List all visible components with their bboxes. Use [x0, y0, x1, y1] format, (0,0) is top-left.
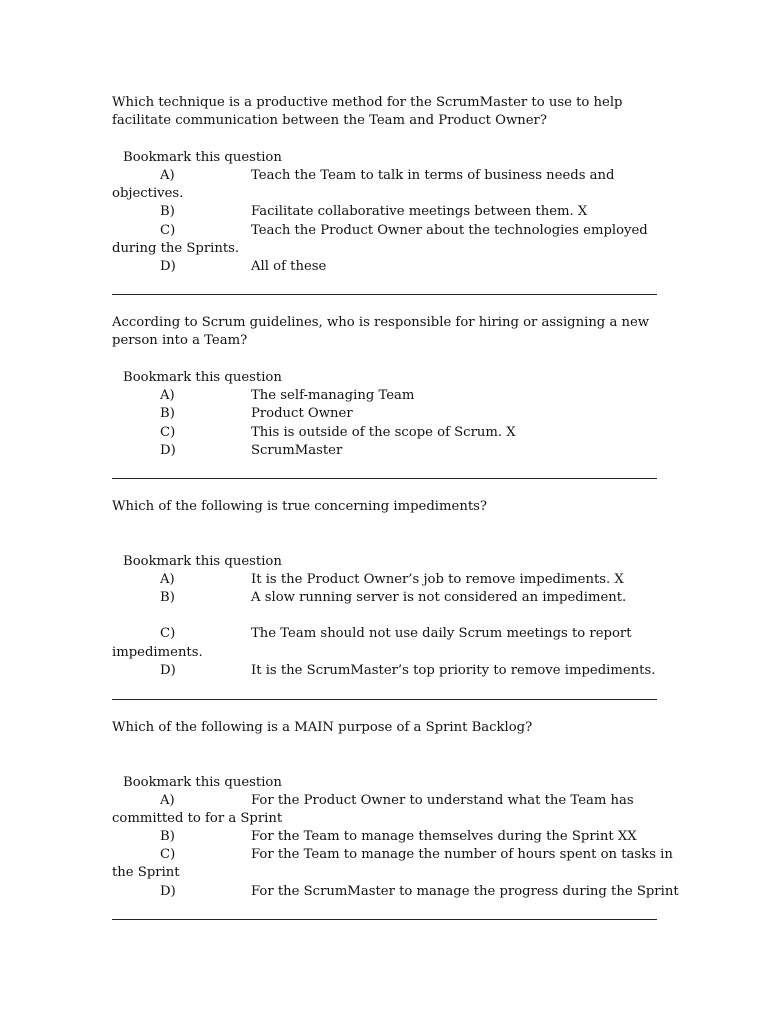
option-letter: B)	[160, 590, 175, 605]
option-letter: C)	[160, 223, 176, 238]
option-text: It is the ScrumMaster’s top priority to remove impediments.	[251, 663, 656, 678]
option-text: Teach the Team to talk in terms of business needs and	[251, 168, 615, 183]
option-letter: A)	[160, 793, 175, 808]
bookmark-link[interactable]: Bookmark this question	[123, 775, 282, 790]
option-letter: D)	[160, 884, 176, 899]
question-text-line: person into a Team?	[112, 333, 248, 348]
divider	[112, 699, 657, 700]
question-text-line: Which of the following is a MAIN purpose of a Sprint Backlog?	[112, 720, 533, 735]
option-text: For the Team to manage the number of hours spent on tasks in	[251, 847, 673, 862]
option-text: For the Product Owner to understand what the Team has	[251, 793, 634, 808]
option-text: This is outside of the scope of Scrum. X	[251, 425, 516, 440]
option-text: ScrumMaster	[251, 443, 343, 458]
question-text-line: Which technique is a productive method for the ScrumMaster to use to help	[112, 95, 623, 110]
option-text: It is the Product Owner’s job to remove impediments. X	[251, 572, 624, 587]
option-letter: B)	[160, 829, 175, 844]
option-text: The Team should not use daily Scrum meetings to report	[251, 626, 632, 641]
option-letter: B)	[160, 204, 175, 219]
option-letter: D)	[160, 259, 176, 274]
question-text-line: Which of the following is true concerning impediments?	[112, 499, 487, 514]
option-text-continued: during the Sprints.	[112, 241, 240, 256]
divider	[112, 294, 657, 295]
option-letter: C)	[160, 626, 176, 641]
question-text-line: facilitate communication between the Team and Product Owner?	[112, 113, 547, 128]
option-letter: C)	[160, 847, 176, 862]
option-text-continued: committed to for a Sprint	[112, 811, 283, 826]
option-text: Teach the Product Owner about the technologies employed	[251, 223, 648, 238]
option-text-continued: objectives.	[112, 186, 184, 201]
option-text: All of these	[251, 259, 327, 274]
option-text-continued: the Sprint	[112, 865, 180, 880]
divider	[112, 919, 657, 920]
option-letter: C)	[160, 425, 176, 440]
option-text: For the ScrumMaster to manage the progress during the Sprint	[251, 884, 679, 899]
option-letter: B)	[160, 406, 175, 421]
option-letter: D)	[160, 663, 176, 678]
option-text-continued: impediments.	[112, 645, 203, 660]
option-text: The self-managing Team	[251, 388, 415, 403]
option-text: Product Owner	[251, 406, 353, 421]
divider	[112, 478, 657, 479]
option-letter: A)	[160, 168, 175, 183]
bookmark-link[interactable]: Bookmark this question	[123, 554, 282, 569]
option-letter: A)	[160, 572, 175, 587]
question-text-line: According to Scrum guidelines, who is responsible for hiring or assigning a new	[112, 315, 650, 330]
option-text: A slow running server is not considered an impediment.	[251, 590, 627, 605]
bookmark-link[interactable]: Bookmark this question	[123, 150, 282, 165]
option-letter: A)	[160, 388, 175, 403]
option-text: For the Team to manage themselves during the Sprint XX	[251, 829, 637, 844]
bookmark-link[interactable]: Bookmark this question	[123, 370, 282, 385]
option-letter: D)	[160, 443, 176, 458]
option-text: Facilitate collaborative meetings between them. X	[251, 204, 588, 219]
